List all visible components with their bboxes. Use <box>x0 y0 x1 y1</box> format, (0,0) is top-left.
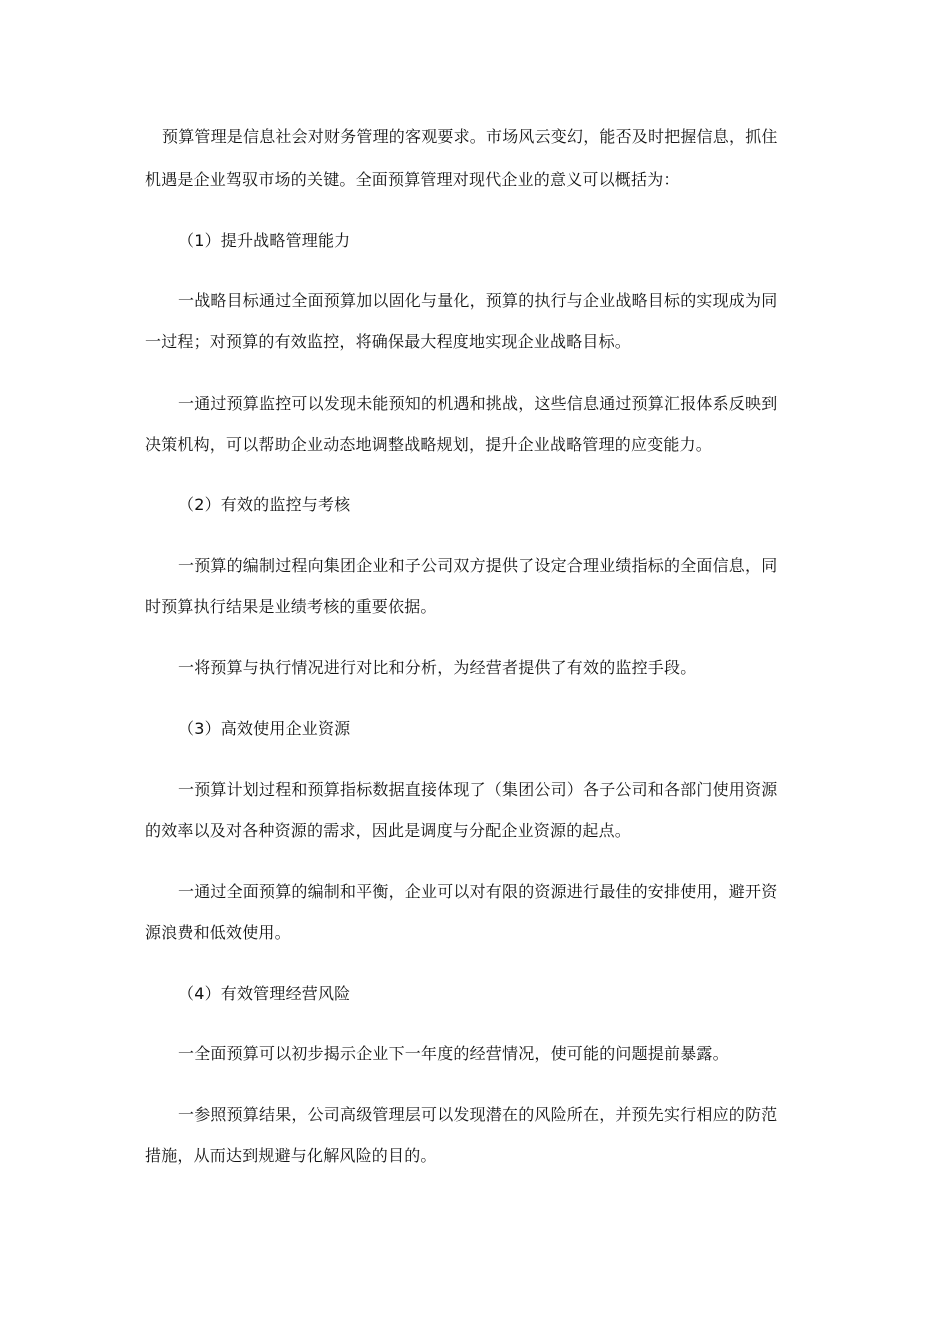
section-4-bullet-2-line-1: 一参照预算结果，公司高级管理层可以发现潜在的风险所在，并预先实行相应的防范 <box>178 1105 778 1124</box>
intro-paragraph-line-2: 机遇是企业驾驭市场的关键。全面预算管理对现代企业的意义可以概括为： <box>145 170 680 189</box>
section-4-bullet-2-line-2: 措施，从而达到规避与化解风险的目的。 <box>145 1146 437 1165</box>
section-2-heading: （2）有效的监控与考核 <box>178 495 351 514</box>
section-3-bullet-1-line-1: 一预算计划过程和预算指标数据直接体现了（集团公司）各子公司和各部门使用资源 <box>178 780 778 799</box>
section-3-bullet-2-line-1: 一通过全面预算的编制和平衡，企业可以对有限的资源进行最佳的安排使用，避开资 <box>178 882 778 901</box>
section-1-bullet-1-line-2: 一过程；对预算的有效监控，将确保最大程度地实现企业战略目标。 <box>145 332 632 351</box>
section-2-bullet-1-line-1: 一预算的编制过程向集团企业和子公司双方提供了设定合理业绩指标的全面信息，同 <box>178 556 778 575</box>
section-3-bullet-1-line-2: 的效率以及对各种资源的需求，因此是调度与分配企业资源的起点。 <box>145 821 632 840</box>
section-2-bullet-1-line-2: 时预算执行结果是业绩考核的重要依据。 <box>145 597 437 616</box>
section-1-bullet-2-line-2: 决策机构，可以帮助企业动态地调整战略规划，提升企业战略管理的应变能力。 <box>145 435 713 454</box>
intro-paragraph-line-1: 预算管理是信息社会对财务管理的客观要求。市场风云变幻，能否及时把握信息，抓住 <box>162 127 778 146</box>
section-3-bullet-2-line-2: 源浪费和低效使用。 <box>145 923 291 942</box>
section-3-heading: （3）高效使用企业资源 <box>178 719 351 738</box>
section-4-bullet-1-line-1: 一全面预算可以初步揭示企业下一年度的经营情况，使可能的问题提前暴露。 <box>178 1044 729 1063</box>
section-4-heading: （4）有效管理经营风险 <box>178 984 351 1003</box>
section-1-heading: （1）提升战略管理能力 <box>178 231 351 250</box>
section-2-bullet-2-line-1: 一将预算与执行情况进行对比和分析，为经营者提供了有效的监控手段。 <box>178 658 697 677</box>
section-1-bullet-2-line-1: 一通过预算监控可以发现未能预知的机遇和挑战，这些信息通过预算汇报体系反映到 <box>178 394 778 413</box>
section-1-bullet-1-line-1: 一战略目标通过全面预算加以固化与量化，预算的执行与企业战略目标的实现成为同 <box>178 291 778 310</box>
